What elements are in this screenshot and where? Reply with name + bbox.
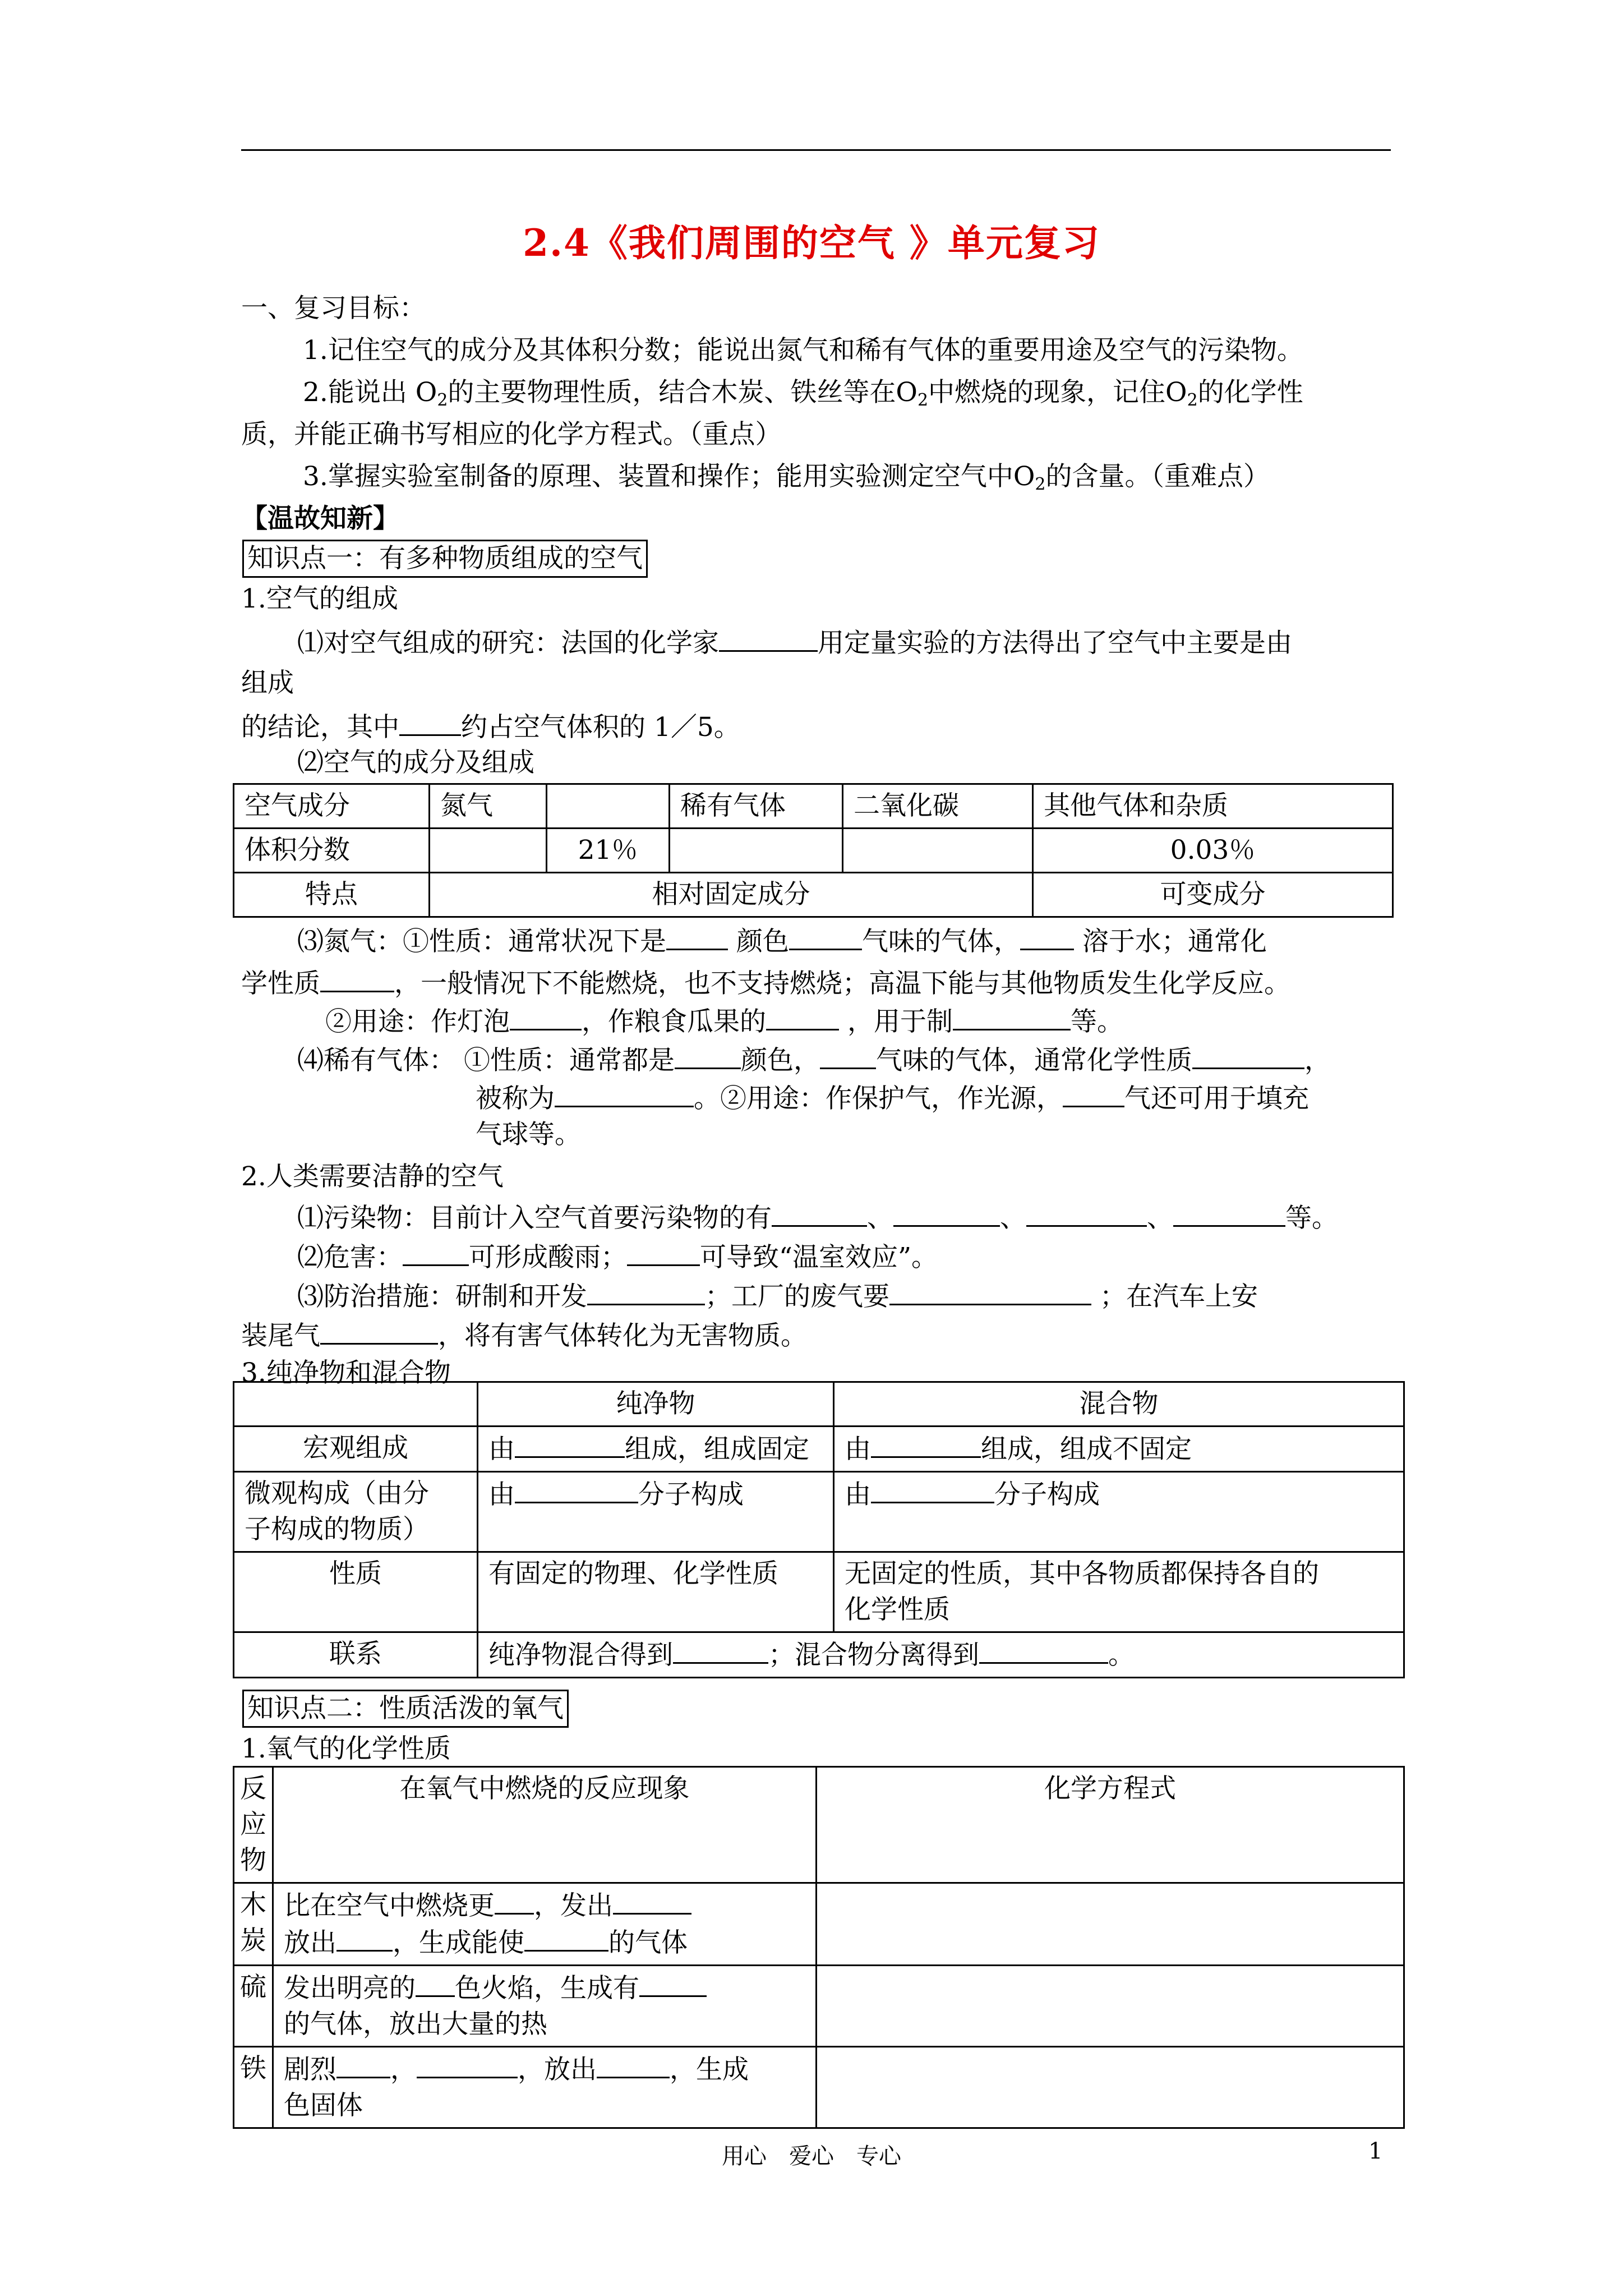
table-row xyxy=(234,1883,1404,1966)
pollutants-line: ⑴污染物：目前计入空气首要污染物的有 、 、 、 等。 xyxy=(297,1199,1338,1235)
table-cell: 化学方程式 xyxy=(817,1767,1404,1883)
table-cell: 空气成分 xyxy=(234,784,430,829)
table-cell xyxy=(817,1966,1404,2047)
table-cell: 硫 xyxy=(234,1966,273,2047)
section-2-heading: 2.人类需要洁静的空气 xyxy=(241,1161,504,1192)
table-row xyxy=(234,2047,1404,2128)
table-row xyxy=(234,829,1393,873)
goal-3: 3.掌握实验室制备的原理、装置和操作；能用实验测定空气中$O_2$的含量。（重难点） xyxy=(303,461,1270,494)
knowledge-point-1: 知识点一：有多种物质组成的空气 xyxy=(242,540,648,578)
table-cell: 有固定的物理、化学性质 xyxy=(478,1552,834,1632)
prevention-cont: 装尾气 ，将有害气体转化为无害物质。 xyxy=(241,1317,807,1353)
nitrogen-uses: ②用途：作灯泡 ，作粮食瓜果的 ，用于制 等。 xyxy=(325,1003,1123,1039)
air-research-line: ⑴对空气组成的研究：法国的化学家 用定量实验的方法得出了空气中主要是由 xyxy=(297,624,1292,660)
table-cell: 纯净物混合得到 ；混合物分离得到 。 xyxy=(478,1632,1404,1678)
table-row xyxy=(234,784,1393,829)
table-cell: 其他气体和杂质 xyxy=(1033,784,1393,829)
header-rule xyxy=(241,149,1391,151)
table-row xyxy=(234,1632,1404,1678)
rare-gas-uses-cont: 气球等。 xyxy=(476,1119,581,1150)
table-row xyxy=(234,1382,1404,1427)
section-1-heading: 1.空气的组成 xyxy=(241,583,398,614)
table-cell: 联系 xyxy=(234,1632,478,1678)
goals-heading: 一、复习目标： xyxy=(241,293,426,324)
section-4-heading: 1.氧气的化学性质 xyxy=(241,1733,451,1764)
table-row xyxy=(234,1767,1404,1883)
oxygen-reaction-table xyxy=(233,1766,1405,2129)
table-cell xyxy=(817,1883,1404,1966)
table-cell: 剧烈 ， ，放出 ，生成 色固体 xyxy=(273,2047,817,2128)
table-cell: 微观构成（由分 子构成的物质） xyxy=(234,1472,478,1552)
table-cell: 发出明亮的 色火焰，生成有 的气体，放出大量的热 xyxy=(273,1966,817,2047)
hazards-line: ⑵危害： 可形成酸雨； 可导致“温室效应”。 xyxy=(297,1239,938,1274)
table-cell: 由 组成，组成不固定 xyxy=(834,1427,1404,1472)
table-cell: 无固定的性质，其中各物质都保持各自的 化学性质 xyxy=(834,1552,1404,1632)
table-cell: 性质 xyxy=(234,1552,478,1632)
footer-text: 用心 爱心 专心 xyxy=(722,2143,901,2169)
rare-gas-uses: 被称为 。②用途：作保护气，作光源， 气还可用于填充 xyxy=(476,1080,1309,1116)
table-cell: 由 组成，组成固定 xyxy=(478,1427,834,1472)
table-cell xyxy=(670,829,843,873)
table-row xyxy=(234,873,1393,917)
air-composition-label: ⑵空气的成分及组成 xyxy=(297,747,534,778)
air-research-conclusion: 的结论，其中 约占空气体积的 1／5。 xyxy=(241,708,740,744)
table-cell: 宏观组成 xyxy=(234,1427,478,1472)
knowledge-point-2: 知识点二：性质活泼的氧气 xyxy=(242,1690,569,1728)
page-title: 2.4《我们周围的空气 》单元复习 xyxy=(523,221,1100,265)
table-cell: 体积分数 xyxy=(234,829,430,873)
section-3-heading: 3.纯净物和混合物 xyxy=(241,1358,451,1388)
table-cell: 由 分子构成 xyxy=(478,1472,834,1552)
table-row xyxy=(234,1472,1404,1552)
table-cell: 比在空气中燃烧更 ，发出 放出 ，生成能使 的气体 xyxy=(273,1883,817,1966)
table-cell: 在氧气中燃烧的反应现象 xyxy=(273,1767,817,1883)
table-cell: 0.03％ xyxy=(1033,829,1393,873)
table-cell: 反 应 物 xyxy=(234,1767,273,1883)
table-row xyxy=(234,1427,1404,1472)
air-composition-table xyxy=(233,783,1394,918)
table-cell: 氮气 xyxy=(430,784,547,829)
table-cell xyxy=(547,784,670,829)
goal-2: 2.能说出 $O_2$的主要物理性质，结合木炭、铁丝等在$O_2$中燃烧的现象，记住$O_2$的化学性 xyxy=(303,377,1303,410)
goal-2-cont: 质，并能正确书写相应的化学方程式。（重点） xyxy=(241,419,782,450)
table-cell: 相对固定成分 xyxy=(430,873,1033,917)
table-row xyxy=(234,1966,1404,2047)
nitrogen-properties-2: 学性质 ，一般情况下不能燃烧，也不支持燃烧；高温下能与其他物质发生化学反应。 xyxy=(241,965,1290,1001)
review-heading: 【温故知新】 xyxy=(241,503,399,534)
pure-mixture-table xyxy=(233,1381,1405,1678)
page-number: 1 xyxy=(1368,2138,1383,2164)
table-cell: 二氧化碳 xyxy=(843,784,1033,829)
table-cell: 混合物 xyxy=(834,1382,1404,1427)
table-cell: 由 分子构成 xyxy=(834,1472,1404,1552)
nitrogen-properties-1: ⑶氮气：①性质：通常状况下是 颜色 气味的气体， 溶于水；通常化 xyxy=(297,923,1267,959)
prevention-line: ⑶防治措施：研制和开发 ；工厂的废气要 ；在汽车上安 xyxy=(297,1278,1258,1314)
table-cell: 稀有气体 xyxy=(670,784,843,829)
air-research-cont: 组成 xyxy=(241,668,294,698)
table-cell xyxy=(843,829,1033,873)
table-cell xyxy=(430,829,547,873)
table-cell xyxy=(234,1382,478,1427)
goal-1: 1.记住空气的成分及其体积分数；能说出氮气和稀有气体的重要用途及空气的污染物。 xyxy=(303,335,1303,366)
table-cell: 可变成分 xyxy=(1033,873,1393,917)
table-cell: 21％ xyxy=(547,829,670,873)
table-cell xyxy=(817,2047,1404,2128)
table-cell: 特点 xyxy=(234,873,430,917)
table-cell: 铁 xyxy=(234,2047,273,2128)
rare-gas-properties: ⑷稀有气体： ①性质：通常都是 颜色， 气味的气体，通常化学性质 ， xyxy=(297,1042,1331,1078)
table-cell: 木 炭 xyxy=(234,1883,273,1966)
table-row xyxy=(234,1552,1404,1632)
table-cell: 纯净物 xyxy=(478,1382,834,1427)
